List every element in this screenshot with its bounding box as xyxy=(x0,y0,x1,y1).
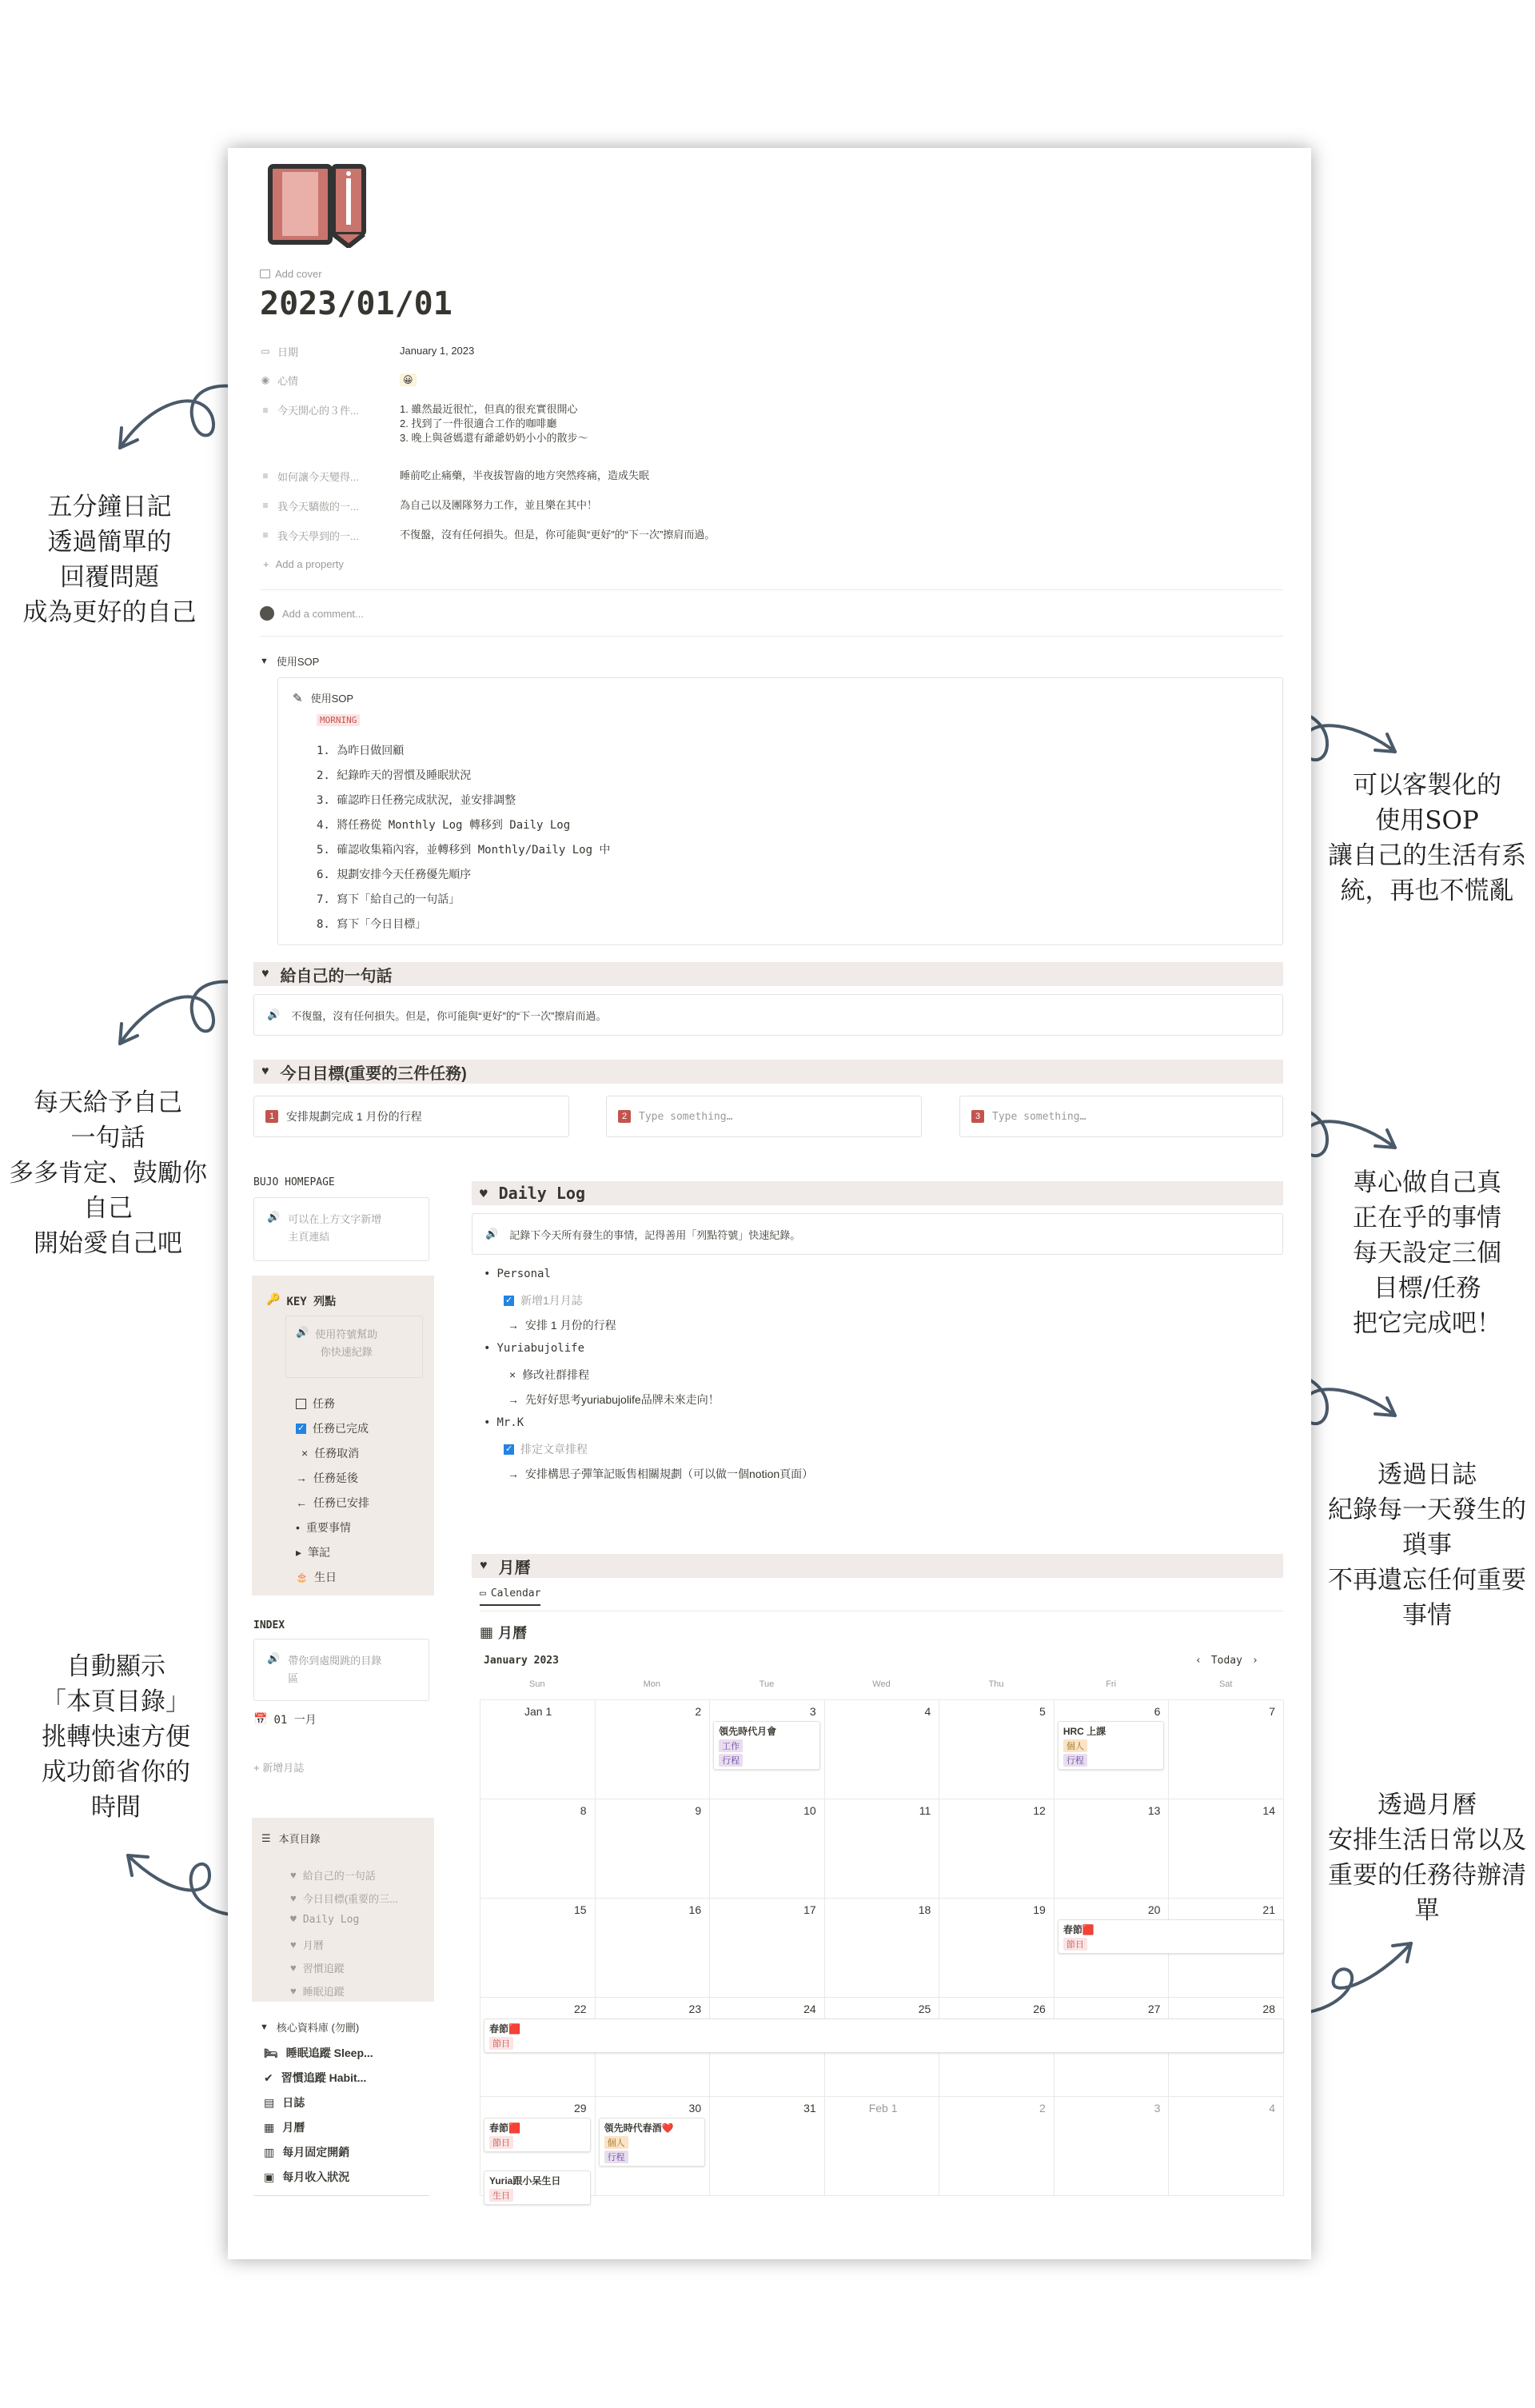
checkbox-checked-icon xyxy=(296,1424,306,1434)
speaker-icon: 🔊 xyxy=(267,1652,281,1664)
day-number: 28 xyxy=(1262,2003,1275,2015)
log-item[interactable]: ✓ 新增1月月誌 xyxy=(504,1292,583,1308)
arrow-right-4-head xyxy=(1393,1943,1411,1962)
key-task-done: ✓ 任務已完成 xyxy=(296,1420,369,1436)
speaker-icon: 🔊 xyxy=(267,1211,281,1223)
calendar-icon: ▭ xyxy=(480,1587,486,1599)
arrow-right-icon: → xyxy=(508,1393,519,1406)
avatar xyxy=(260,606,274,621)
pen-icon: ✎ xyxy=(293,691,303,705)
bujo-book-icon xyxy=(268,164,372,248)
event-title: 春節🟥 xyxy=(489,2122,520,2134)
add-comment-input[interactable]: Add a comment... xyxy=(260,606,364,621)
log-group-mrk: • Mr.K xyxy=(484,1416,524,1429)
heart-icon: ♥ xyxy=(480,1559,488,1572)
key-note: 🔊 使用符號幫助 你快速紀錄 xyxy=(285,1316,423,1378)
bill-icon: ▥ xyxy=(264,2145,275,2158)
list-icon: ☰ xyxy=(261,1831,271,1844)
toc-link[interactable]: ♥ 睡眠追蹤 xyxy=(290,1985,345,1998)
toc-title: ☰ 本頁目錄 xyxy=(261,1831,321,1845)
bullet-icon: • xyxy=(484,1416,491,1429)
journal-icon: ▤ xyxy=(264,2095,275,2109)
heart-icon: ♥ xyxy=(261,1064,269,1078)
key-task-migrated: → 任務延後 xyxy=(296,1472,358,1484)
annotation-right-3: 透過日誌 紀錄每一天發生的 瑣事 不再遺忘任何重要 事情 xyxy=(1328,1460,1526,1630)
index-title: INDEX xyxy=(253,1619,285,1631)
log-item[interactable]: ✓ 排定文章排程 xyxy=(504,1441,588,1457)
core-db-calendar[interactable]: ▦ 月曆 xyxy=(264,2120,305,2134)
sop-callout xyxy=(277,677,1283,945)
day-number: 20 xyxy=(1147,1903,1161,1916)
calendar-day-cell[interactable] xyxy=(480,1799,596,1899)
day-number: 6 xyxy=(1154,1705,1161,1718)
daily-log-heading: ♥ Daily Log xyxy=(472,1181,1283,1205)
calendar-day-cell[interactable] xyxy=(596,1799,711,1899)
key-task-scheduled: ← 任務已安排 xyxy=(296,1496,369,1509)
calendar-nav xyxy=(1195,1655,1258,1667)
event-tag: 生日 xyxy=(489,2189,513,2202)
day-number: 30 xyxy=(688,2102,702,2114)
event-title: Yuria跟小呆生日 xyxy=(489,2175,561,2186)
day-number: 22 xyxy=(573,2003,587,2015)
property-proud[interactable]: ≡ 我今天驕傲的一... 為自己以及團隊努力工作，並且樂在其中！ xyxy=(260,492,597,519)
checkbox-checked-icon[interactable] xyxy=(504,1296,514,1306)
calendar-event-card[interactable] xyxy=(1058,1919,1284,1954)
core-db-journal[interactable]: ▤ 日誌 xyxy=(264,2095,305,2109)
event-tag: 工作 xyxy=(719,1739,743,1752)
page-title[interactable]: 2023/01/01 xyxy=(260,286,453,322)
annotation-right-2: 專心做自己真 正在乎的事情 每天設定三個 目標/任務 把它完成吧！ xyxy=(1353,1168,1501,1338)
toc-link[interactable]: ♥ Daily Log xyxy=(290,1914,360,1926)
day-number: 17 xyxy=(803,1903,816,1916)
mood-icon: ◉ xyxy=(261,374,270,385)
goals-heading: ♥ 今日目標(重要的三件任務) xyxy=(253,1060,1283,1084)
weekday-label: Thu xyxy=(988,1679,1004,1689)
key-title: 🔑 KEY 列點 xyxy=(266,1293,337,1308)
annotation-left-3: 自動顯示 「本頁目錄」 挑轉快速方便 成功節省你的 時間 xyxy=(42,1652,190,1822)
day-number: 14 xyxy=(1262,1804,1275,1817)
day-number: 27 xyxy=(1147,2003,1161,2015)
divider xyxy=(260,589,1283,590)
log-item[interactable]: → 安排 1 月份的行程 xyxy=(508,1319,616,1332)
property-three-happy[interactable]: ≡ 今天開心的３件... 1. 雖然最近很忙，但真的很充實很開心 2. 找到了一件很適合工作的咖啡廳 3. 晚上與爸媽還有爺爺奶奶小小的散步～ xyxy=(260,402,588,452)
event-title: 領先時代春酒❤️ xyxy=(604,2122,674,2134)
day-number: 3 xyxy=(809,1705,816,1718)
text-icon: ≡ xyxy=(262,470,269,481)
calendar-icon: 📅 xyxy=(253,1713,268,1726)
bujo-note: 🔊 可以在上方文字新增 主頁連結 xyxy=(253,1197,429,1261)
calendar-day-cell[interactable] xyxy=(939,1700,1055,1799)
mood-tag: 😀 xyxy=(400,373,417,386)
toc-link[interactable]: ♥ 習慣追蹤 xyxy=(290,1962,345,1975)
calendar-day-cell[interactable] xyxy=(1169,1700,1284,1799)
calendar-heading: ♥ 月曆 xyxy=(472,1554,1283,1578)
day-number: 24 xyxy=(803,2003,816,2015)
calendar-day-cell[interactable] xyxy=(1169,1799,1284,1899)
key-task-cancel: × 任務取消 xyxy=(301,1447,360,1460)
calendar-icon: ▦ xyxy=(480,1623,494,1640)
cross-icon: × xyxy=(509,1368,516,1381)
day-number: 15 xyxy=(573,1903,587,1916)
calendar-day-cell[interactable] xyxy=(1169,2097,1284,2196)
arrow-right-icon: → xyxy=(508,1468,519,1480)
toggle-down-icon: ▼ xyxy=(260,656,269,666)
day-number: 19 xyxy=(1033,1903,1046,1916)
checkbox-empty-icon xyxy=(296,1399,306,1409)
sop-step: 4. 將任務從 Monthly Log 轉移到 Daily Log xyxy=(317,819,571,832)
key-note-item: ▸ 筆記 xyxy=(296,1545,331,1559)
add-property-button[interactable]: + Add a property xyxy=(263,558,344,570)
heart-icon: ♥ xyxy=(290,1869,297,1881)
calendar-day-cell[interactable] xyxy=(1055,1799,1170,1899)
property-better-today[interactable]: ≡ 如何讓今天變得... 睡前吃止痛藥，半夜拔智齒的地方突然疼痛，造成失眠 xyxy=(260,462,649,489)
log-item[interactable]: → 先好好思考yuriabujolife品牌未來走向！ xyxy=(508,1393,720,1406)
day-number: 16 xyxy=(688,1903,702,1916)
key-icon: 🔑 xyxy=(266,1293,281,1306)
goal-card-1[interactable]: 1 安排規劃完成 1 月份的行程 xyxy=(253,1096,569,1137)
day-number: 31 xyxy=(803,2102,816,2114)
annotation-left-1: 五分鐘日記 透過簡單的 回覆問題 成為更好的自己 xyxy=(22,493,197,627)
sop-step: 6. 規劃安排今天任務優先順序 xyxy=(317,869,472,881)
weekday-label: Sat xyxy=(1218,1679,1233,1689)
calendar-day-cell[interactable] xyxy=(825,1700,940,1799)
event-tag: 節日 xyxy=(489,2037,513,2050)
toc-panel xyxy=(252,1818,434,2002)
checkbox-checked-icon[interactable] xyxy=(504,1444,514,1455)
day-number: 25 xyxy=(918,2003,931,2015)
toggle-down-icon: ▼ xyxy=(260,2022,269,2032)
day-number: 3 xyxy=(1154,2102,1161,2114)
weekday-label: Mon xyxy=(643,1679,661,1689)
sop-toggle[interactable]: ▼ 使用SOP xyxy=(260,656,320,668)
core-db-habit[interactable]: ✔ 習慣追蹤 Habit... xyxy=(264,2071,367,2084)
log-group-yuriabujolife: • Yuriabujolife xyxy=(484,1342,585,1355)
calendar-day-cell[interactable] xyxy=(480,1899,596,1998)
arrow-right-icon: → xyxy=(508,1319,519,1332)
cross-icon: × xyxy=(301,1447,309,1460)
arrow-left-3-head xyxy=(128,1855,148,1875)
arrow-right-icon: → xyxy=(296,1472,307,1484)
heart-icon: ♥ xyxy=(290,1914,297,1926)
key-birthday: 🎂 生日 xyxy=(296,1571,337,1583)
bed-icon: 🛏 xyxy=(264,2046,278,2059)
triangle-right-icon: ▸ xyxy=(296,1545,302,1559)
calendar-event-card[interactable] xyxy=(484,2170,591,2205)
bullet-icon: • xyxy=(296,1521,300,1534)
event-tag: 節日 xyxy=(1063,1938,1087,1951)
calendar-event-card[interactable] xyxy=(713,1721,820,1770)
log-item[interactable]: × 修改社群排程 xyxy=(509,1368,590,1381)
sop-step: 2. 紀錄昨天的習慣及睡眠狀況 xyxy=(317,769,472,782)
sop-step: 7. 寫下「給自己的一句話」 xyxy=(317,893,460,906)
sop-step: 3. 確認昨日任務完成狀況，並安排調整 xyxy=(317,794,516,807)
arrow-right-2-head xyxy=(1375,1130,1395,1148)
event-tag: 行程 xyxy=(604,2150,628,2163)
calendar-icon: ▦ xyxy=(264,2120,275,2134)
key-important: • 重要事情 xyxy=(296,1521,351,1534)
event-tag: 個人 xyxy=(1063,1739,1087,1752)
daily-log-callout: 🔊 記錄下今天所有發生的事情，記得善用「列點符號」快速紀錄。 xyxy=(472,1213,1283,1255)
toc-link[interactable]: ♥ 給自己的一句話 xyxy=(290,1869,376,1882)
day-number: 10 xyxy=(803,1804,816,1817)
key-panel xyxy=(252,1276,434,1595)
add-month-button[interactable]: + 新增月誌 xyxy=(253,1762,305,1774)
notion-page xyxy=(228,148,1311,2259)
day-number: 2 xyxy=(695,1705,702,1718)
heart-icon: ♥ xyxy=(290,1985,297,1997)
day-number: Feb 1 xyxy=(868,2102,898,2114)
calendar-event-card[interactable] xyxy=(484,2019,1284,2053)
chevron-right-icon[interactable]: › xyxy=(1251,1655,1258,1667)
day-number: 21 xyxy=(1262,1903,1275,1916)
image-icon xyxy=(260,270,270,278)
goal-card-2[interactable]: 2 Type something… xyxy=(606,1096,922,1137)
text-icon: ≡ xyxy=(262,404,269,416)
calendar-day-cell[interactable] xyxy=(710,2097,825,2196)
add-cover-button[interactable]: Add cover xyxy=(260,268,322,280)
day-number: 29 xyxy=(573,2102,587,2114)
quote-heading: ♥ 給自己的一句話 xyxy=(253,962,1283,986)
arrow-left-2-head xyxy=(120,1024,138,1044)
number-2-icon: 2 xyxy=(618,1110,631,1123)
speaker-icon: 🔊 xyxy=(296,1326,309,1338)
property-date[interactable]: ▭ 日期 January 1, 2023 xyxy=(261,345,475,358)
arrow-right-1-head xyxy=(1375,734,1395,752)
heart-icon: ♥ xyxy=(290,1892,297,1904)
sop-step: 8. 寫下「今日目標」 xyxy=(317,918,427,931)
heart-icon: ♥ xyxy=(480,1185,488,1201)
core-db-income[interactable]: ▣ 每月收入狀況 xyxy=(264,2170,350,2183)
event-tag: 個人 xyxy=(604,2136,628,2149)
calendar-day-cell[interactable] xyxy=(939,2097,1055,2196)
event-title: 春節🟥 xyxy=(489,2023,520,2035)
sop-step: 1. 為昨日做回顧 xyxy=(317,745,405,757)
core-db-expense[interactable]: ▥ 每月固定開銷 xyxy=(264,2145,350,2158)
quote-callout[interactable]: 🔊 不復盤，沒有任何損失。但是，你可能與“更好”的“下一次”擦肩而過。 xyxy=(253,994,1283,1036)
text-icon: ≡ xyxy=(262,500,269,511)
goal-card-3[interactable]: 3 Type something… xyxy=(959,1096,1283,1137)
annotation-right-4: 透過月曆 安排生活日常以及 重要的任務待辦清 單 xyxy=(1328,1791,1526,1925)
number-1-icon: 1 xyxy=(265,1110,278,1123)
event-title: HRC 上課 xyxy=(1063,1726,1106,1737)
day-number: 7 xyxy=(1269,1705,1275,1718)
property-mood[interactable]: ◉ 心情 😀 xyxy=(260,366,417,393)
calendar-view-tab[interactable]: ▭ Calendar xyxy=(480,1587,540,1606)
divider xyxy=(260,636,1283,637)
calendar-day-cell[interactable] xyxy=(939,1899,1055,1998)
key-task: 任務 xyxy=(296,1396,335,1412)
annotation-right-1: 可以客製化的 使用SOP 讓自己的生活有系 統，再也不慌亂 xyxy=(1328,771,1526,905)
bujo-homepage-title: BUJO HOMEPAGE xyxy=(253,1176,335,1188)
day-number: 23 xyxy=(688,2003,702,2015)
plus-icon: + xyxy=(263,558,269,570)
weekday-label: Tue xyxy=(759,1679,775,1689)
heart-icon: ♥ xyxy=(290,1939,297,1951)
calendar-day-cell[interactable] xyxy=(596,1700,711,1799)
weekday-label: Wed xyxy=(872,1679,891,1689)
day-number: 2 xyxy=(1039,2102,1046,2114)
text-icon: ≡ xyxy=(262,529,269,541)
day-number: 12 xyxy=(1033,1804,1046,1817)
arrow-left-1-head xyxy=(120,428,138,448)
index-month-link[interactable]: 📅 01 一月 xyxy=(253,1713,317,1727)
property-learned[interactable]: ≡ 我今天學到的一... 不復盤，沒有任何損失。但是，你可能與“更好”的“下一次”擦肩而過。 xyxy=(260,521,715,549)
event-tag: 節日 xyxy=(489,2136,513,2149)
weekday-label: Sun xyxy=(528,1679,545,1689)
cake-icon: 🎂 xyxy=(296,1571,308,1583)
day-number: 5 xyxy=(1039,1705,1046,1718)
day-number: 9 xyxy=(695,1804,702,1817)
calendar-month-label: January 2023 xyxy=(484,1655,559,1667)
day-number: 8 xyxy=(580,1804,587,1817)
calendar-grid xyxy=(480,1699,1283,2201)
calendar-db-title[interactable]: ▦ 月曆 xyxy=(480,1623,528,1641)
calendar-day-cell[interactable] xyxy=(710,1799,825,1899)
calendar-event-card[interactable] xyxy=(1058,1721,1165,1770)
calendar-day-cell[interactable] xyxy=(825,1899,940,1998)
index-note: 🔊 帶你到處閱跳的目錄 區 xyxy=(253,1639,429,1701)
core-db-sleep[interactable]: 🛏 睡眠追蹤 Sleep... xyxy=(264,2046,373,2059)
bullet-icon: • xyxy=(484,1268,491,1280)
number-3-icon: 3 xyxy=(971,1110,984,1123)
today-button[interactable]: Today xyxy=(1210,1655,1242,1667)
calendar-icon: ▭ xyxy=(261,345,270,357)
day-number: 18 xyxy=(918,1903,931,1916)
calendar-day-cell[interactable] xyxy=(939,1799,1055,1899)
sop-callout-title: 使用SOP xyxy=(310,693,354,705)
sop-step: 5. 確認收集箱內容，並轉移到 Monthly/Daily Log 中 xyxy=(317,844,611,857)
event-title: 春節🟥 xyxy=(1063,1924,1094,1935)
calendar-day-cell[interactable] xyxy=(480,1700,596,1799)
log-group-personal: • Personal xyxy=(484,1268,551,1280)
toc-link[interactable]: ♥ 月曆 xyxy=(290,1939,324,1951)
core-db-toggle[interactable]: ▼ 核心資料庫 (勿刪) xyxy=(260,2022,360,2034)
weekday-label: Fri xyxy=(1106,1679,1117,1689)
annotation-left-2: 每天給予自己 一句話 多多肯定、鼓勵你 自己 開始愛自己吧 xyxy=(9,1088,207,1258)
calendar-event-card[interactable] xyxy=(484,2118,591,2152)
heart-icon: ♥ xyxy=(290,1962,297,1974)
check-circle-icon: ✔ xyxy=(264,2071,273,2084)
morning-badge: MORNING xyxy=(317,714,360,726)
calendar-day-cell[interactable] xyxy=(825,2097,940,2196)
day-number: 13 xyxy=(1147,1804,1161,1817)
calendar-event-card[interactable] xyxy=(599,2118,706,2166)
day-number: 4 xyxy=(924,1705,931,1718)
calendar-day-cell[interactable] xyxy=(710,1899,825,1998)
day-number: 11 xyxy=(919,1804,931,1817)
money-icon: ▣ xyxy=(264,2170,275,2183)
day-number: 4 xyxy=(1269,2102,1275,2114)
arrow-right-3-head xyxy=(1375,1398,1395,1416)
arrow-left-icon: ← xyxy=(296,1496,307,1509)
calendar-day-cell[interactable] xyxy=(1055,2097,1170,2196)
toc-link[interactable]: ♥ 今日目標(重要的三... xyxy=(290,1892,398,1905)
heart-icon: ♥ xyxy=(261,967,269,980)
log-item[interactable]: → 安排構思子彈筆記販售相關規劃（可以做一個notion頁面） xyxy=(508,1468,814,1480)
day-number: 26 xyxy=(1033,2003,1046,2015)
day-number: Jan 1 xyxy=(524,1705,552,1718)
chevron-left-icon[interactable]: ‹ xyxy=(1195,1655,1202,1667)
calendar-day-cell[interactable] xyxy=(596,1899,711,1998)
event-title: 領先時代月會 xyxy=(719,1726,777,1737)
calendar-day-cell[interactable] xyxy=(825,1799,940,1899)
speaker-icon: 🔊 xyxy=(267,1008,281,1020)
speaker-icon: 🔊 xyxy=(485,1228,499,1240)
divider xyxy=(253,2195,429,2196)
bullet-icon: • xyxy=(484,1342,491,1355)
event-tag: 行程 xyxy=(1063,1754,1087,1767)
event-tag: 行程 xyxy=(719,1754,743,1767)
